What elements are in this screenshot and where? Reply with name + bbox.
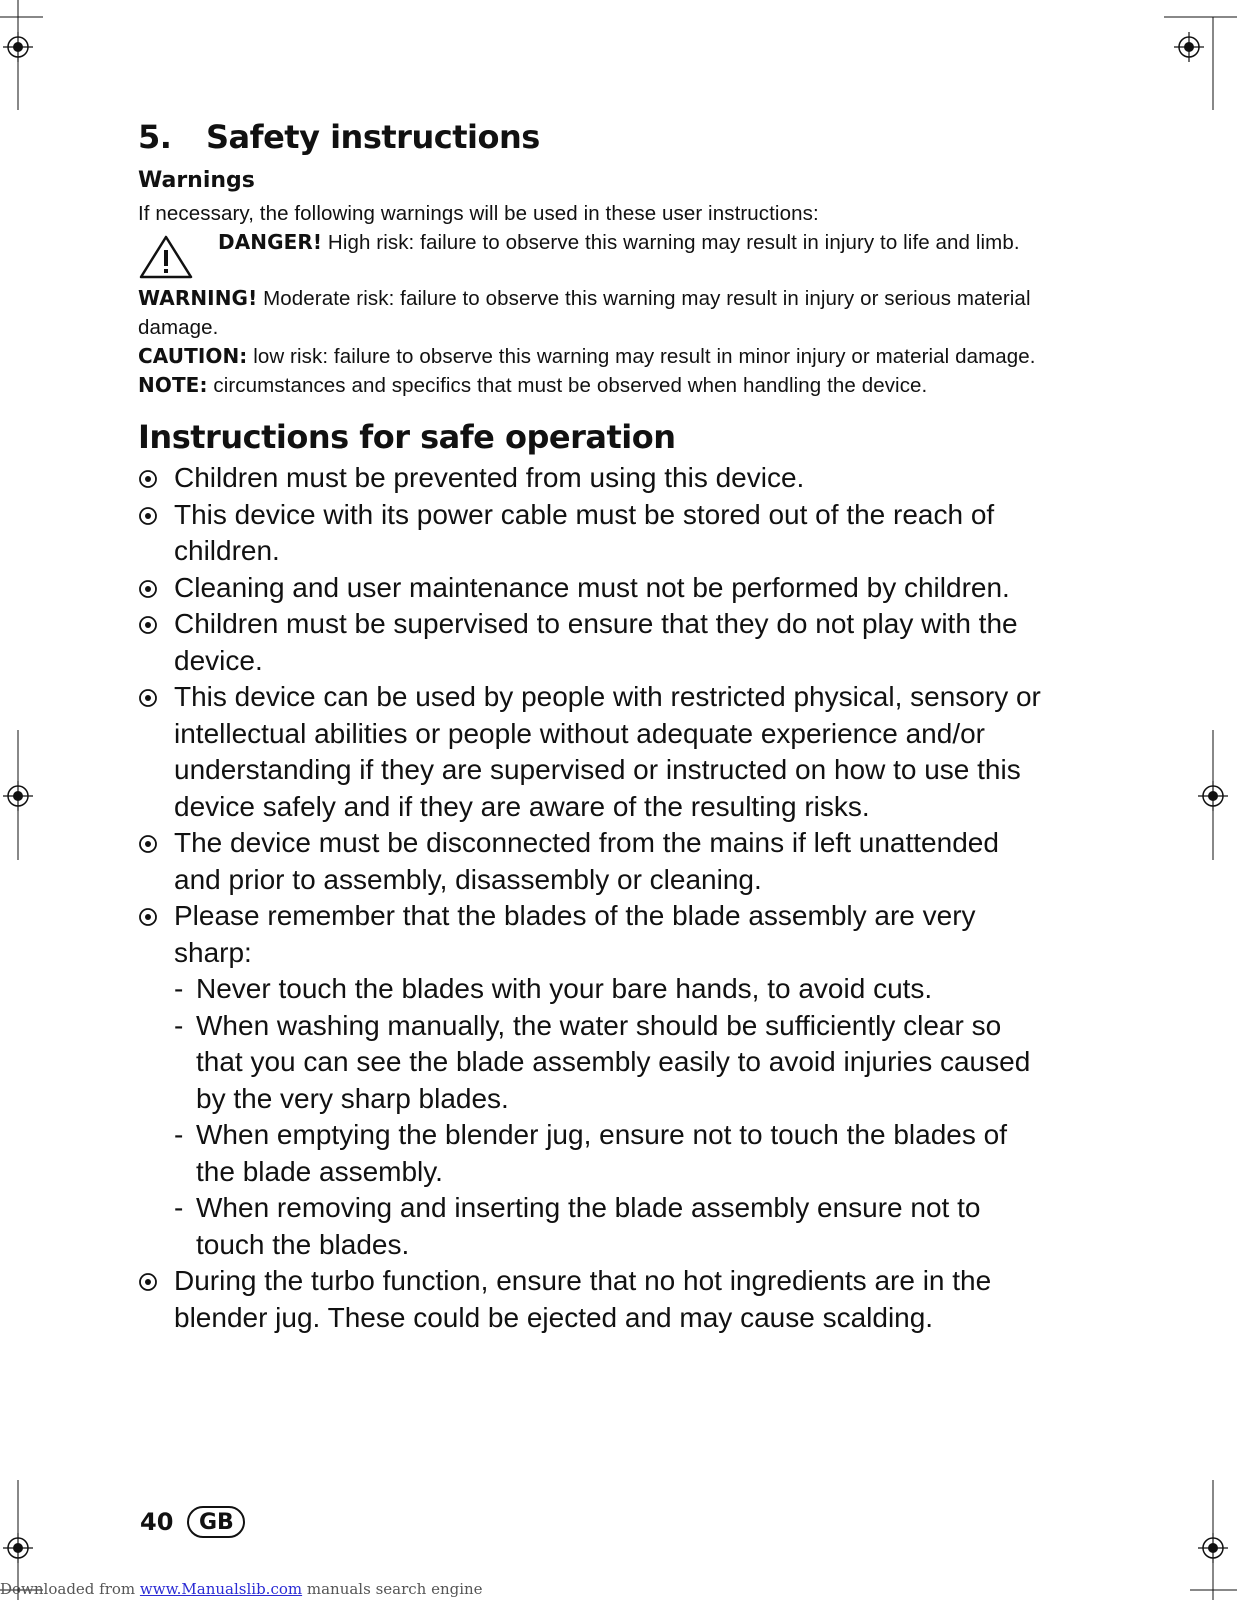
circled-dot-bullet-icon [138, 615, 158, 635]
caution-description: low risk: failure to observe this warning may result in minor injury or material damage. [247, 345, 1036, 368]
sub-list-item [174, 1190, 1050, 1263]
list-item [138, 825, 1050, 898]
section-number: 5. [138, 118, 172, 156]
section-heading [138, 118, 1050, 156]
sub-list-item [174, 971, 1050, 1008]
danger-description: High risk: failure to observe this warning may result in injury to life and limb. [322, 231, 1020, 254]
circled-dot-bullet-icon [138, 506, 158, 526]
sub-list-item [174, 1117, 1050, 1190]
warning-triangle-icon [138, 228, 218, 284]
sub-list-item-text: When removing and inserting the blade assembly ensure not to touch the blades. [196, 1192, 981, 1260]
note-label: NOTE: [138, 373, 208, 397]
list-item-text: The device must be disconnected from the mains if left unattended and prior to assembly, disassembly or cleaning. [174, 827, 999, 895]
list-item-text: Cleaning and user maintenance must not be performed by children. [174, 571, 1010, 603]
country-code-badge: GB [187, 1506, 245, 1538]
list-item-text: During the turbo function, ensure that no hot ingredients are in the blender jug. These could be ejected and may cause scalding. [174, 1265, 992, 1333]
sub-list-item-text: When washing manually, the water should be sufficiently clear so that you can see the blade assembly easily to avoid injuries caused by the very sharp blades. [196, 1009, 1031, 1114]
blade-sublist [174, 971, 1050, 1263]
danger-text-block [218, 228, 1050, 257]
warnings-title: Warnings [138, 168, 255, 193]
list-item [138, 460, 1050, 497]
circled-dot-bullet-icon [138, 834, 158, 854]
warnings-intro: If necessary, the following warnings will be used in these user instructions: [138, 202, 819, 225]
circled-dot-bullet-icon [138, 469, 158, 489]
sub-list-item-text: Never touch the blades with your bare hands, to avoid cuts. [196, 973, 933, 1004]
danger-warning [138, 228, 1050, 284]
list-item-text: Please remember that the blades of the blade assembly are very sharp: [174, 900, 976, 968]
sub-list-item-text: When emptying the blender jug, ensure not to touch the blades of the blade assembly. [196, 1119, 1007, 1187]
page-footer [140, 1506, 245, 1538]
list-item [138, 898, 1050, 1263]
manualslib-link[interactable]: www.Manualslib.com [139, 1580, 303, 1598]
list-item [138, 497, 1050, 570]
list-item [138, 606, 1050, 679]
list-item [138, 1263, 1050, 1336]
download-note [0, 1580, 483, 1598]
warning-description: Moderate risk: failure to observe this warning may result in injury or serious material damage. [138, 287, 1031, 339]
list-item-text: Children must be prevented from using this device. [174, 462, 805, 493]
safe-operation-title: Instructions for safe operation [138, 418, 676, 456]
circled-dot-bullet-icon [138, 907, 158, 927]
list-item-text: This device with its power cable must be stored out of the reach of children. [174, 498, 995, 566]
dash-marker: - [174, 1009, 184, 1041]
circled-dot-bullet-icon [138, 1272, 158, 1292]
list-item [138, 570, 1050, 607]
caution-label: CAUTION: [138, 344, 248, 368]
sub-list-item [174, 1008, 1050, 1118]
section-title: Safety instructions [206, 118, 540, 156]
note-level-text [138, 371, 1050, 400]
dash-marker: - [174, 1119, 184, 1150]
circled-dot-bullet-icon [138, 688, 158, 708]
warning-level-text [138, 284, 1050, 342]
dash-marker: - [174, 973, 184, 1004]
download-suffix: manuals search engine [302, 1580, 483, 1598]
list-item-text: This device can be used by people with restricted physical, sensory or intellectual abilities or people without adequate experience and/or understanding if they are supervised or instructed on how to use this device safely and if they are aware of the resulting risks. [174, 681, 1041, 822]
dash-marker: - [174, 1192, 184, 1223]
list-item-text: Children must be supervised to ensure that they do not play with the device. [174, 608, 1018, 676]
download-prefix: Downloaded from [0, 1580, 140, 1598]
warning-label: WARNING! [138, 286, 258, 310]
safe-operation-list [138, 460, 1050, 1336]
danger-label: DANGER! [218, 230, 323, 254]
note-description: circumstances and specifics that must be observed when handling the device. [207, 374, 928, 397]
page-content [138, 118, 1050, 1336]
caution-level-text [138, 342, 1050, 371]
page-number: 40 [140, 1508, 174, 1536]
circled-dot-bullet-icon [138, 579, 158, 599]
list-item [138, 679, 1050, 825]
